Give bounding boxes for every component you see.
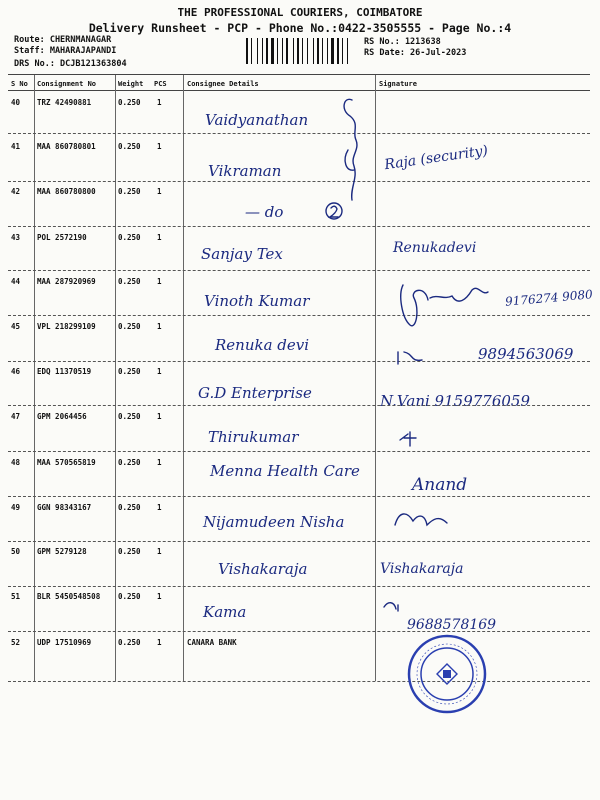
company-title: THE PROFESSIONAL COURIERS, COIMBATORE — [177, 6, 423, 19]
row-sno: 49 — [11, 503, 21, 512]
row-consignment: EDQ 11370519 — [37, 367, 92, 376]
row-sno: 43 — [11, 233, 21, 242]
row-consignment: GPM 2064456 — [37, 412, 87, 421]
row-sno: 48 — [11, 458, 21, 467]
row-signature: Anand — [412, 475, 468, 495]
row-consignee: G.D Enterprise — [198, 384, 312, 402]
row-consignee: — do — [245, 203, 284, 221]
staff-label: Staff: MAHARAJAPANDI — [14, 46, 117, 56]
row-sno: 44 — [11, 277, 21, 286]
row-weight: 0.250 — [118, 233, 141, 242]
bank-stamp — [407, 634, 487, 714]
row-pcs: 1 — [157, 638, 162, 647]
row-weight: 0.250 — [118, 277, 141, 286]
row-weight: 0.250 — [118, 412, 141, 421]
row-weight: 0.250 — [118, 547, 141, 556]
row-signature: 9176274 9080 — [504, 287, 594, 309]
row-consignee: Renuka devi — [215, 336, 310, 354]
row-weight: 0.250 — [118, 98, 141, 107]
row-consignment: TRZ 42490881 — [37, 98, 92, 107]
rs-date: RS Date: 26-Jul-2023 — [364, 48, 467, 58]
row-pcs: 1 — [157, 592, 162, 601]
row-pcs: 1 — [157, 547, 162, 556]
row-consignment: MAA 860780801 — [37, 142, 96, 151]
row-weight: 0.250 — [118, 503, 141, 512]
row-consignee: Sanjay Tex — [201, 245, 283, 263]
row-consignee: Vikraman — [208, 162, 282, 180]
col-header-signature: Signature — [379, 80, 417, 88]
row-consignment: GGN 98343167 — [37, 503, 92, 512]
row-sno: 41 — [11, 142, 21, 151]
row-signature: Raja (security) — [383, 142, 489, 174]
row-consignee: Nijamudeen Nisha — [203, 513, 345, 531]
row-pcs: 1 — [157, 233, 162, 242]
row-consignee: CANARA BANK — [187, 638, 237, 647]
row-weight: 0.250 — [118, 592, 141, 601]
row-weight: 0.250 — [118, 458, 141, 467]
route-label: Route: CHERNMANAGAR — [14, 35, 112, 45]
row-consignment: POL 2572190 — [37, 233, 87, 242]
row-consignment: BLR 5450548508 — [37, 592, 101, 601]
row-sno: 50 — [11, 547, 21, 556]
row-pcs: 1 — [157, 412, 162, 421]
row-sno: 45 — [11, 322, 21, 331]
row-weight: 0.250 — [118, 322, 141, 331]
row-weight: 0.250 — [118, 187, 141, 196]
col-header-weight: Weight — [118, 80, 144, 88]
row-pcs: 1 — [157, 142, 162, 151]
row-consignment: MAA 570565819 — [37, 458, 96, 467]
row-signature: 9894563069 — [478, 345, 574, 363]
row-signature: 9688578169 — [407, 617, 497, 633]
col-header-consignee: Consignee Details — [187, 80, 259, 88]
row-consignee: Vaidyanathan — [205, 111, 309, 129]
row-signature: Vishakaraja — [380, 561, 464, 577]
row-pcs: 1 — [157, 458, 162, 467]
row-sno: 42 — [11, 187, 21, 196]
row-consignment: GPM 5279128 — [37, 547, 87, 556]
row-consignment: MAA 860780800 — [37, 187, 96, 196]
row-consignment: VPL 218299109 — [37, 322, 96, 331]
row-consignee: Thirukumar — [208, 428, 299, 446]
row-sno: 40 — [11, 98, 21, 107]
row-consignee: Vinoth Kumar — [204, 292, 310, 310]
row-consignment: UDP 17510969 — [37, 638, 92, 647]
row-signature: N.Vani 9159776059 — [380, 392, 530, 410]
row-weight: 0.250 — [118, 367, 141, 376]
row-consignee: Vishakaraja — [218, 560, 308, 578]
col-header-sno: S No — [11, 80, 28, 88]
row-pcs: 1 — [157, 277, 162, 286]
row-pcs: 1 — [157, 187, 162, 196]
row-weight: 0.250 — [118, 142, 141, 151]
rs-number: RS No.: 1213638 — [364, 37, 441, 47]
row-signature: Renukadevi — [393, 240, 477, 256]
row-weight: 0.250 — [118, 638, 141, 647]
row-pcs: 1 — [157, 367, 162, 376]
row-sno: 47 — [11, 412, 21, 421]
row-consignment: MAA 287920969 — [37, 277, 96, 286]
col-header-consignment: Consignment No — [37, 80, 97, 88]
drs-number: DRS No.: DCJB121363804 — [14, 59, 127, 69]
row-consignee: Kama — [203, 603, 247, 621]
col-header-pcs: PCS — [154, 80, 167, 88]
row-sno: 51 — [11, 592, 21, 601]
row-pcs: 1 — [157, 98, 162, 107]
row-sno: 52 — [11, 638, 21, 647]
row-pcs: 1 — [157, 322, 162, 331]
row-sno: 46 — [11, 367, 21, 376]
row-pcs: 1 — [157, 503, 162, 512]
runsheet-title: Delivery Runsheet - PCP - Phone No.:0422-3505555 - Page No.:4 — [88, 21, 512, 35]
row-consignee: Menna Health Care — [210, 462, 360, 480]
